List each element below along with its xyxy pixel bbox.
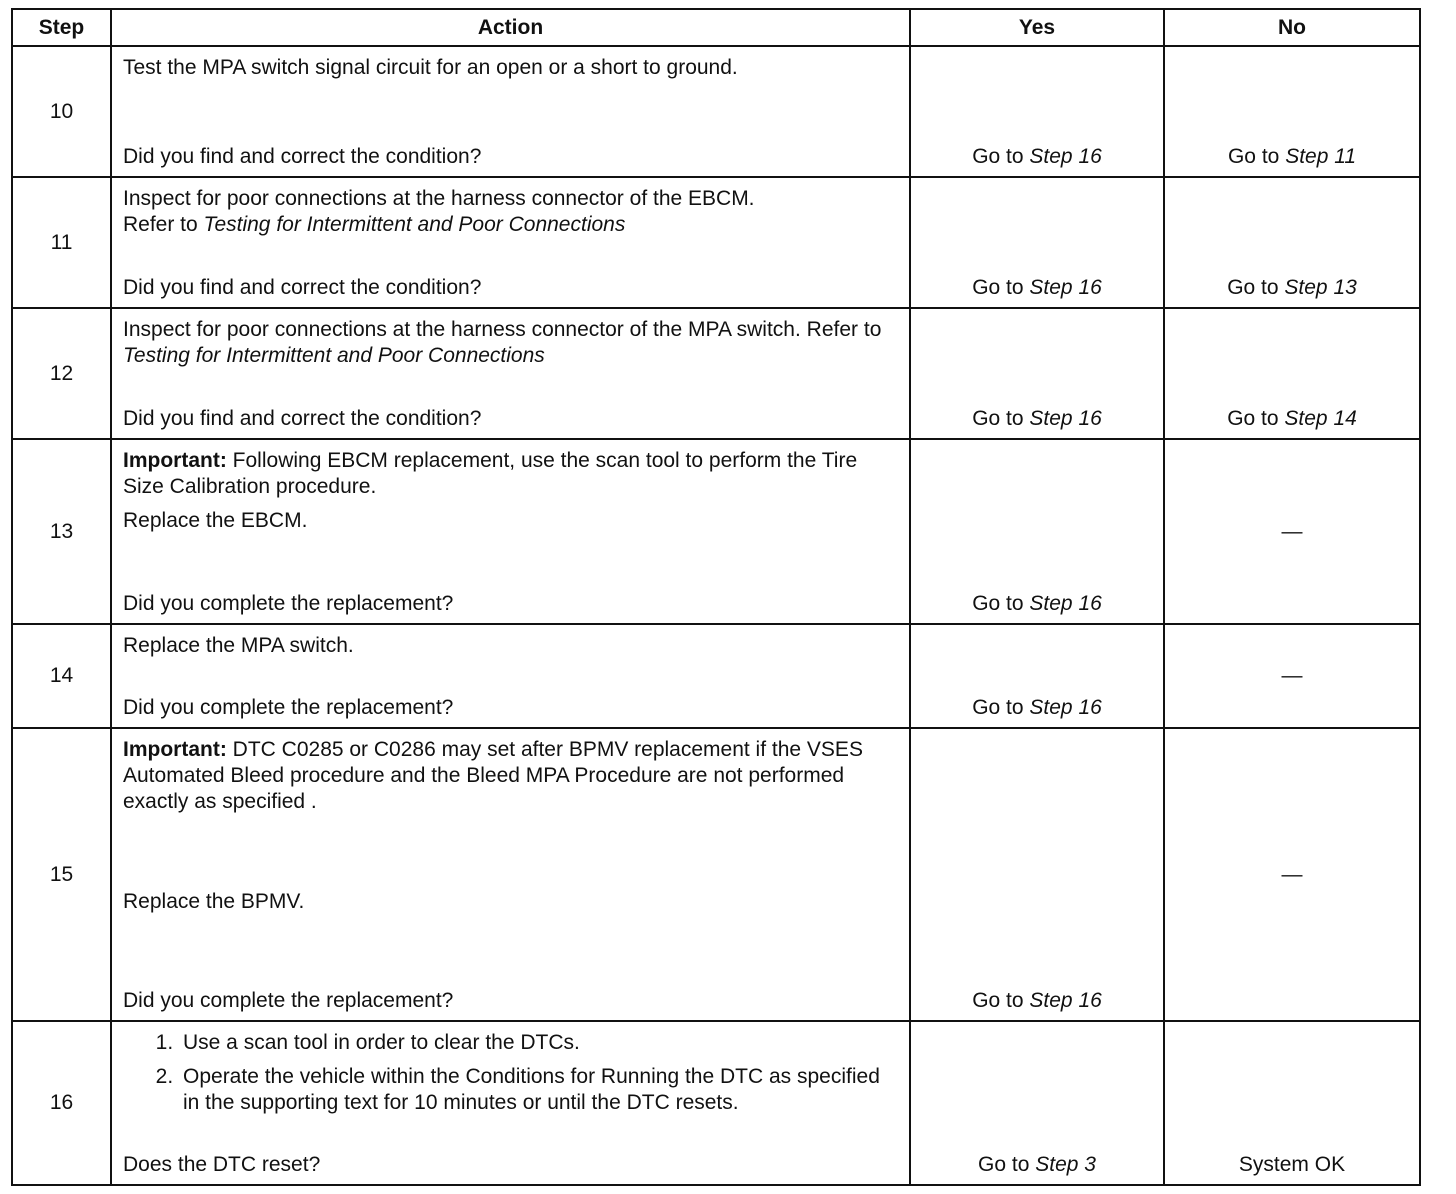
no-cell: —: [1164, 728, 1420, 1021]
question-text: Did you complete the replacement?: [123, 989, 454, 1012]
refer-link[interactable]: Testing for Intermittent and Poor Connections: [123, 344, 545, 367]
important-label: Important:: [123, 449, 227, 472]
yes-prefix: Go to: [972, 989, 1024, 1012]
header-no: No: [1164, 9, 1420, 46]
yes-step-link[interactable]: Step 16: [1029, 696, 1102, 719]
action-block: [123, 317, 899, 369]
action-text: Test the MPA switch signal circuit for an open or a short to ground.: [123, 56, 738, 79]
no-cell: [1164, 177, 1420, 308]
diagnostic-table: [11, 8, 1421, 1186]
yes-step-link[interactable]: Step 16: [1029, 592, 1102, 615]
yes-step-link[interactable]: Step 16: [1029, 145, 1102, 168]
no-prefix: Go to: [1227, 145, 1280, 168]
table-header-row: [12, 9, 1420, 46]
yes-prefix: Go to: [972, 592, 1024, 615]
header-step: Step: [12, 9, 111, 46]
no-cell: —: [1164, 439, 1420, 624]
action-cell: [111, 1021, 910, 1185]
yes-cell: [910, 439, 1164, 624]
table-row: [12, 46, 1420, 177]
header-action: Action: [111, 9, 910, 46]
table-row: [12, 1021, 1420, 1185]
question-text: Did you complete the replacement?: [123, 592, 454, 615]
important-text: Following EBCM replacement, use the scan tool to perform the Tire Size Calibration procedure.: [123, 449, 858, 498]
procedure-list: [123, 1030, 899, 1124]
no-step-link[interactable]: Step 11: [1285, 145, 1357, 168]
list-item: 1. Use a scan tool in order to clear the DTCs.: [179, 1030, 899, 1056]
yes-prefix: Go to: [972, 696, 1024, 719]
yes-cell: [910, 728, 1164, 1021]
table-row: [12, 624, 1420, 728]
important-text: DTC C0285 or C0286 may set after BPMV replacement if the VSES Automated Bleed procedure and the Bleed MPA Procedure are not performed exactly as specified .: [123, 738, 863, 813]
important-label: Important:: [123, 738, 227, 761]
step-number: 11: [12, 177, 111, 308]
question-text: Did you find and correct the condition?: [123, 276, 482, 299]
action-text: Inspect for poor connections at the harness connector of the MPA switch.: [123, 318, 801, 341]
action-cell: [111, 308, 910, 439]
yes-prefix: Go to: [972, 276, 1024, 299]
yes-cell: [910, 177, 1164, 308]
no-cell: —: [1164, 624, 1420, 728]
yes-step-link[interactable]: Step 16: [1029, 989, 1102, 1012]
refer-prefix: Refer to: [123, 213, 198, 236]
step-number: 14: [12, 624, 111, 728]
no-step-link[interactable]: Step 14: [1284, 407, 1357, 430]
action-text: Replace the EBCM.: [123, 509, 308, 532]
table-row: [12, 177, 1420, 308]
yes-step-link[interactable]: Step 3: [1035, 1153, 1096, 1176]
yes-prefix: Go to: [972, 145, 1024, 168]
table-row: [12, 439, 1420, 624]
action-block: [123, 186, 899, 238]
action-text: Replace the MPA switch.: [123, 634, 354, 657]
step-number: 13: [12, 439, 111, 624]
question-text: Did you find and correct the condition?: [123, 407, 482, 430]
table-row: [12, 308, 1420, 439]
refer-link[interactable]: Testing for Intermittent and Poor Connections: [203, 213, 626, 236]
diagnostic-table-page: [11, 8, 1419, 1186]
question-text: Does the DTC reset?: [123, 1153, 321, 1176]
no-prefix: Go to: [1227, 407, 1279, 430]
yes-cell: [910, 624, 1164, 728]
header-yes: Yes: [910, 9, 1164, 46]
question-text: Did you find and correct the condition?: [123, 145, 482, 168]
action-cell: [111, 177, 910, 308]
yes-prefix: Go to: [978, 1153, 1030, 1176]
action-cell: [111, 439, 910, 624]
no-step-link[interactable]: Step 13: [1284, 276, 1357, 299]
yes-step-link[interactable]: Step 16: [1029, 407, 1102, 430]
action-cell: [111, 728, 910, 1021]
yes-step-link[interactable]: Step 16: [1029, 276, 1102, 299]
step-number: 15: [12, 728, 111, 1021]
step-number: 10: [12, 46, 111, 177]
step-number: 12: [12, 308, 111, 439]
step-number: 16: [12, 1021, 111, 1185]
list-item: 2. Operate the vehicle within the Conditions for Running the DTC as specified in the supporting text for 10 minutes or until the DTC resets.: [179, 1064, 899, 1116]
refer-prefix: Refer to: [806, 318, 882, 341]
no-cell: System OK: [1164, 1021, 1420, 1185]
table-row: [12, 728, 1420, 1021]
no-prefix: Go to: [1227, 276, 1279, 299]
question-text: Did you complete the replacement?: [123, 696, 454, 719]
action-cell: [111, 46, 910, 177]
action-cell: [111, 624, 910, 728]
action-text: Inspect for poor connections at the harness connector of the EBCM.: [123, 187, 755, 210]
yes-cell: [910, 46, 1164, 177]
no-cell: [1164, 308, 1420, 439]
action-text: Replace the BPMV.: [123, 889, 305, 913]
yes-prefix: Go to: [972, 407, 1024, 430]
yes-cell: [910, 1021, 1164, 1185]
important-note: [123, 737, 899, 815]
yes-cell: [910, 308, 1164, 439]
important-note: [123, 448, 899, 500]
no-cell: [1164, 46, 1420, 177]
